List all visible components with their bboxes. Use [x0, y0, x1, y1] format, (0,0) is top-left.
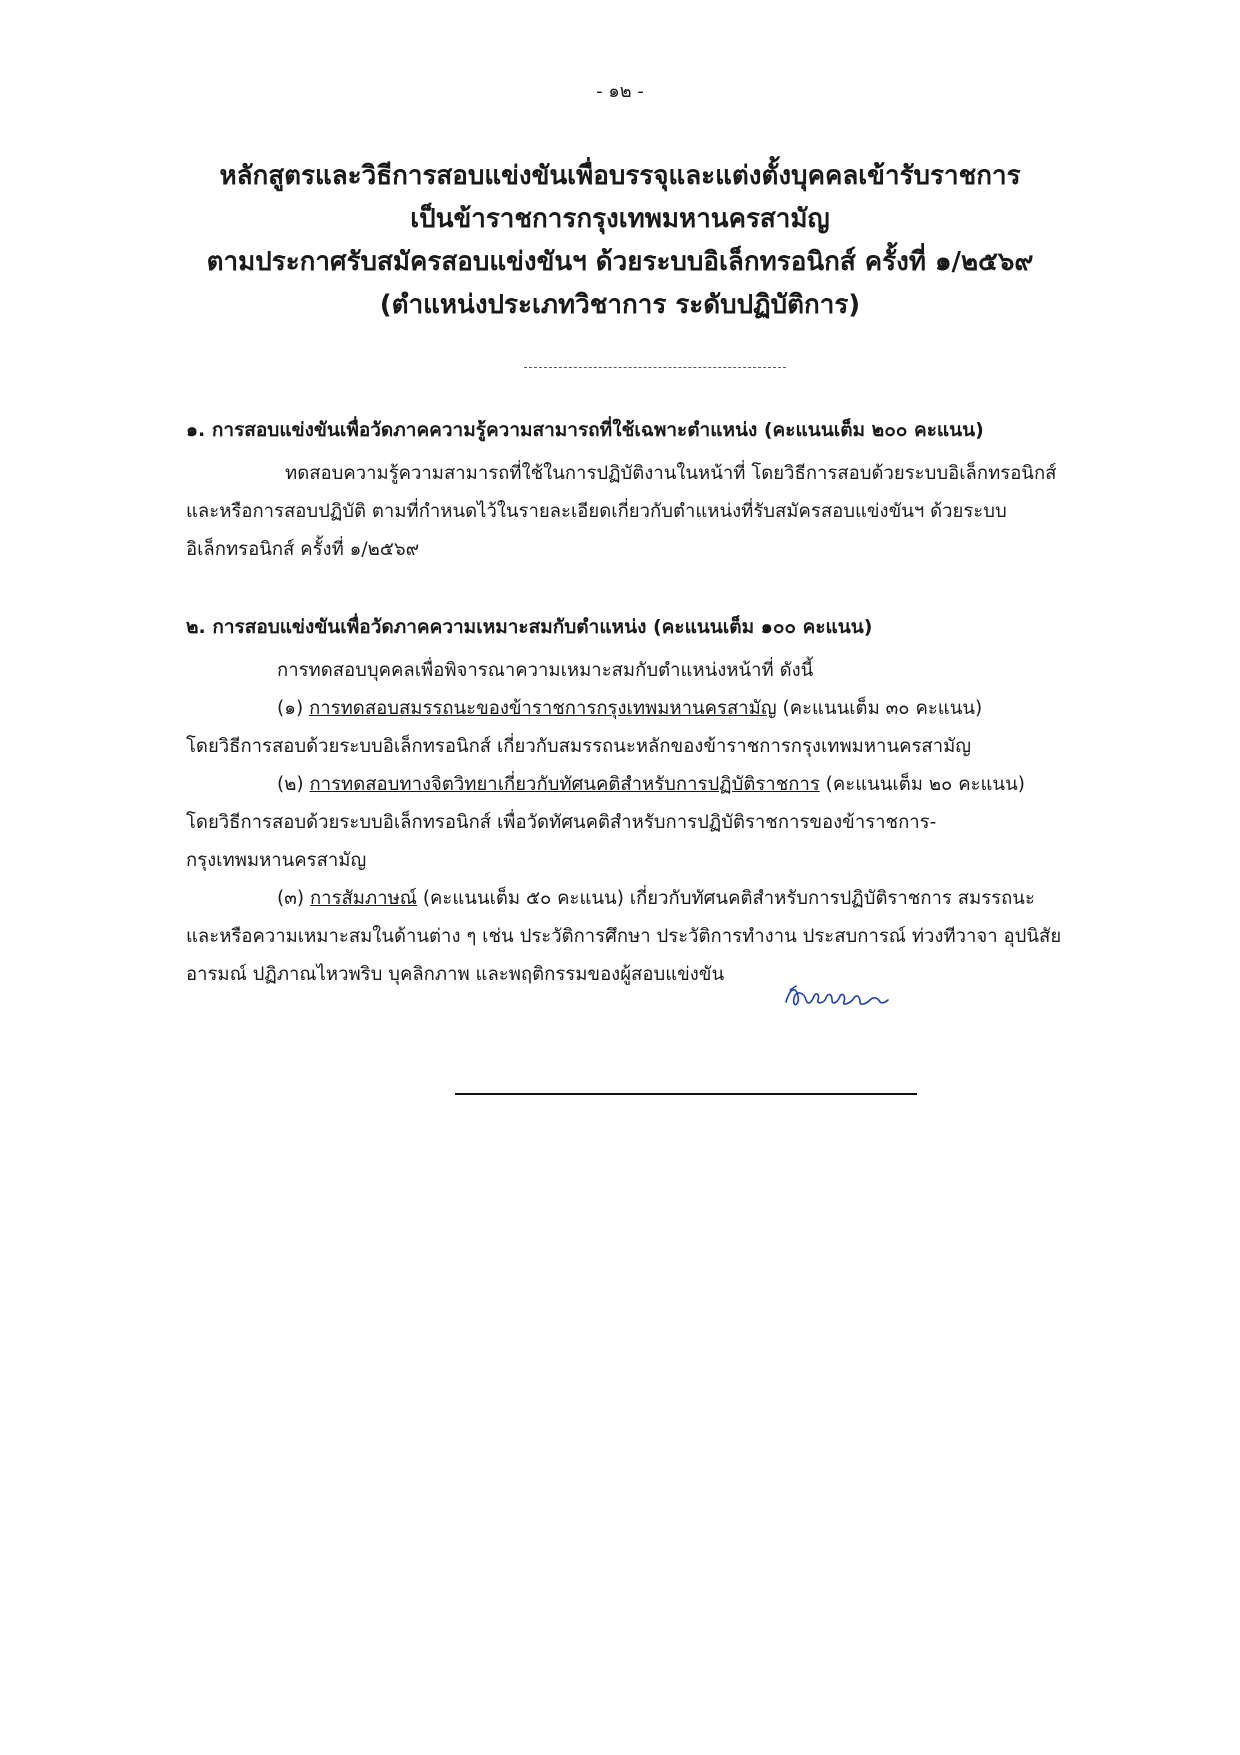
title-line-2: เป็นข้าราชการกรุงเทพมหานครสามัญ	[410, 204, 830, 234]
document-title	[0, 155, 1240, 327]
title-line-3: ตามประกาศรับสมัครสอบแข่งขันฯ ด้วยระบบอิเล็กทรอนิกส์ ครั้งที่ ๑/๒๕๖๙	[206, 247, 1034, 277]
section-1-heading: ๑. การสอบแข่งขันเพื่อวัดภาคความรู้ความสามารถที่ใช้เฉพาะตำแหน่ง (คะแนนเต็ม ๒๐๐ คะแนน)	[186, 419, 984, 441]
title-line-1: หลักสูตรและวิธีการสอบแข่งขันเพื่อบรรจุและแต่งตั้งบุคคลเข้ารับราชการ	[219, 161, 1021, 191]
section-1-paragraph-line-3: อิเล็กทรอนิกส์ ครั้งที่ ๑/๒๕๖๙	[186, 539, 420, 560]
section-1-paragraph-line-1: ทดสอบความรู้ความสามารถที่ใช้ในการปฏิบัติงานในหน้าที่ โดยวิธีการสอบด้วยระบบอิเล็กทรอนิกส์	[285, 463, 1057, 484]
section-2-item-1-line-1	[277, 693, 982, 725]
section-2-heading: ๒. การสอบแข่งขันเพื่อวัดภาคความเหมาะสมกับตำแหน่ง (คะแนนเต็ม ๑๐๐ คะแนน)	[186, 616, 873, 638]
item-2-number: (๒)	[277, 774, 304, 795]
page-number: - ๑๒ -	[596, 81, 644, 102]
section-2-intro: การทดสอบบุคคลเพื่อพิจารณาความเหมาะสมกับตำแหน่งหน้าที่ ดังนี้	[277, 660, 814, 681]
title-line-4: (ตำแหน่งประเภทวิชาการ ระดับปฏิบัติการ)	[379, 290, 861, 320]
handwritten-signature	[782, 982, 892, 1014]
section-2-item-2-line-2: โดยวิธีการสอบด้วยระบบอิเล็กทรอนิกส์ เพื่อวัดทัศนคติสำหรับการปฏิบัติราชการของข้าราชการ-	[186, 812, 937, 833]
item-3-number: (๓)	[277, 888, 305, 909]
section-2-item-3-line-3: อารมณ์ ปฏิภาณไหวพริบ บุคลิกภาพ และพฤติกรรมของผู้สอบแข่งขัน	[186, 964, 725, 985]
item-2-title: การทดสอบทางจิตวิทยาเกี่ยวกับทัศนคติสำหรับการปฏิบัติราชการ	[309, 774, 820, 795]
section-1-paragraph-line-2: และหรือการสอบปฏิบัติ ตามที่กำหนดไว้ในรายละเอียดเกี่ยวกับตำแหน่งที่รับสมัครสอบแข่งขันฯ ด้วยระบบ	[186, 501, 1007, 522]
item-1-number: (๑)	[277, 698, 304, 719]
section-2-item-1-line-2: โดยวิธีการสอบด้วยระบบอิเล็กทรอนิกส์ เกี่ยวกับสมรรถนะหลักของข้าราชการกรุงเทพมหานครสามัญ	[186, 736, 972, 757]
section-2-item-3-line-2: และหรือความเหมาะสมในด้านต่าง ๆ เช่น ประวัติการศึกษา ประวัติการทำงาน ประสบการณ์ ท่วงทีวาจา อุปนิสัย	[186, 926, 1062, 947]
item-3-title: การสัมภาษณ์	[309, 888, 417, 909]
section-2-item-2-line-1	[277, 769, 1025, 801]
section-2-item-2-line-3: กรุงเทพมหานครสามัญ	[186, 850, 367, 871]
section-2-item-3-line-1	[277, 883, 1035, 915]
title-separator	[524, 367, 786, 368]
item-1-title: การทดสอบสมรรถนะของข้าราชการกรุงเทพมหานครสามัญ	[309, 698, 777, 719]
item-3-rest: (คะแนนเต็ม ๕๐ คะแนน) เกี่ยวกับทัศนคติสำหรับการปฏิบัติราชการ สมรรถนะ	[422, 888, 1035, 909]
item-2-score: (คะแนนเต็ม ๒๐ คะแนน)	[825, 774, 1025, 795]
closing-line	[455, 1093, 917, 1095]
item-1-score: (คะแนนเต็ม ๓๐ คะแนน)	[782, 698, 983, 719]
